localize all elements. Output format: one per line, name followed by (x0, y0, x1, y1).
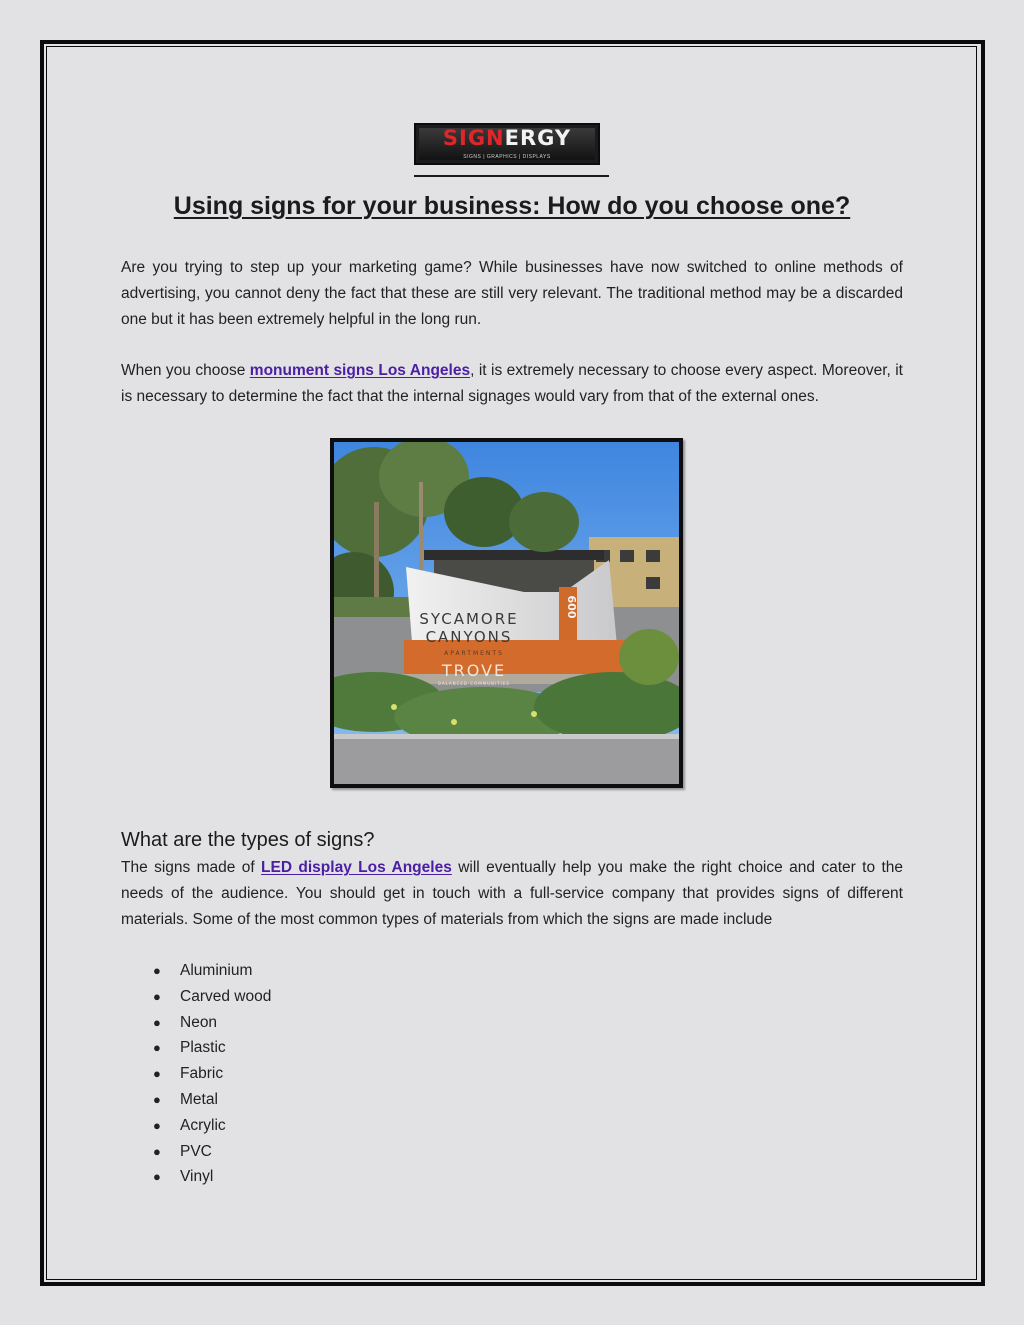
list-item: ● Metal (121, 1087, 271, 1113)
logo-divider (414, 175, 609, 177)
signergy-logo (414, 123, 600, 165)
logo-wordmark: SIGNERGY (442, 126, 572, 150)
bullet-icon: ● (153, 1066, 161, 1082)
list-item: ● PVC (121, 1139, 271, 1165)
led-display-link[interactable]: LED display Los Angeles (261, 859, 452, 876)
bullet-icon: ● (153, 1091, 161, 1107)
bullet-icon: ● (153, 1014, 161, 1030)
bullet-icon: ● (153, 1040, 161, 1056)
logo-tagline: SIGNS | GRAPHICS | DISPLAYS (463, 154, 551, 160)
sign-line-2: CANYONS (425, 628, 513, 646)
bullet-icon: ● (153, 1169, 161, 1185)
monument-signs-link[interactable]: monument signs Los Angeles (249, 362, 471, 379)
list-item: ● Vinyl (121, 1164, 271, 1190)
list-item: ● Aluminium (121, 958, 271, 984)
list-item: ● Plastic (121, 1035, 271, 1061)
sign-line-1: SYCAMORE (419, 610, 519, 628)
sign-brand-sub: BALANCED COMMUNITIES (438, 681, 510, 686)
monument-sign-photo (330, 438, 683, 788)
list-item: ● Neon (121, 1010, 271, 1036)
sign-brand: TROVE (441, 661, 507, 680)
materials-list (121, 958, 271, 1190)
bullet-icon: ● (153, 1117, 161, 1133)
list-item: ● Acrylic (121, 1113, 271, 1139)
list-item: ● Fabric (121, 1061, 271, 1087)
section-heading-sign-types: What are the types of signs? (121, 829, 375, 851)
bullet-icon: ● (153, 963, 161, 978)
led-paragraph: The signs made of LED display Los Angeles will eventually help you make the right choice and cater to the needs of the audience. You should get in touch with a full-service company that provides signs of different materials. Some of the most common types of materials from which the signs are made include (121, 859, 903, 928)
bullet-icon: ● (153, 988, 161, 1004)
intro-paragraph: Are you trying to step up your marketing game? While businesses have now switched to online methods of advertising, you cannot deny the fact that these are still very relevant. The traditional method may be a discarded one but it has been extremely helpful in the long run. (121, 259, 903, 328)
monument-paragraph: When you choose monument signs Los Angeles, it is extremely necessary to choose every aspect. Moreover, it is necessary to determine the fact that the internal signages would vary from that of the external ones. (121, 362, 903, 405)
sign-line-3: APARTMENTS (444, 650, 504, 657)
sign-number: 600 (565, 595, 578, 619)
bullet-icon: ● (153, 1143, 161, 1159)
page-title: Using signs for your business: How do you choose one? (173, 192, 851, 220)
list-item: ● Carved wood (121, 984, 271, 1010)
